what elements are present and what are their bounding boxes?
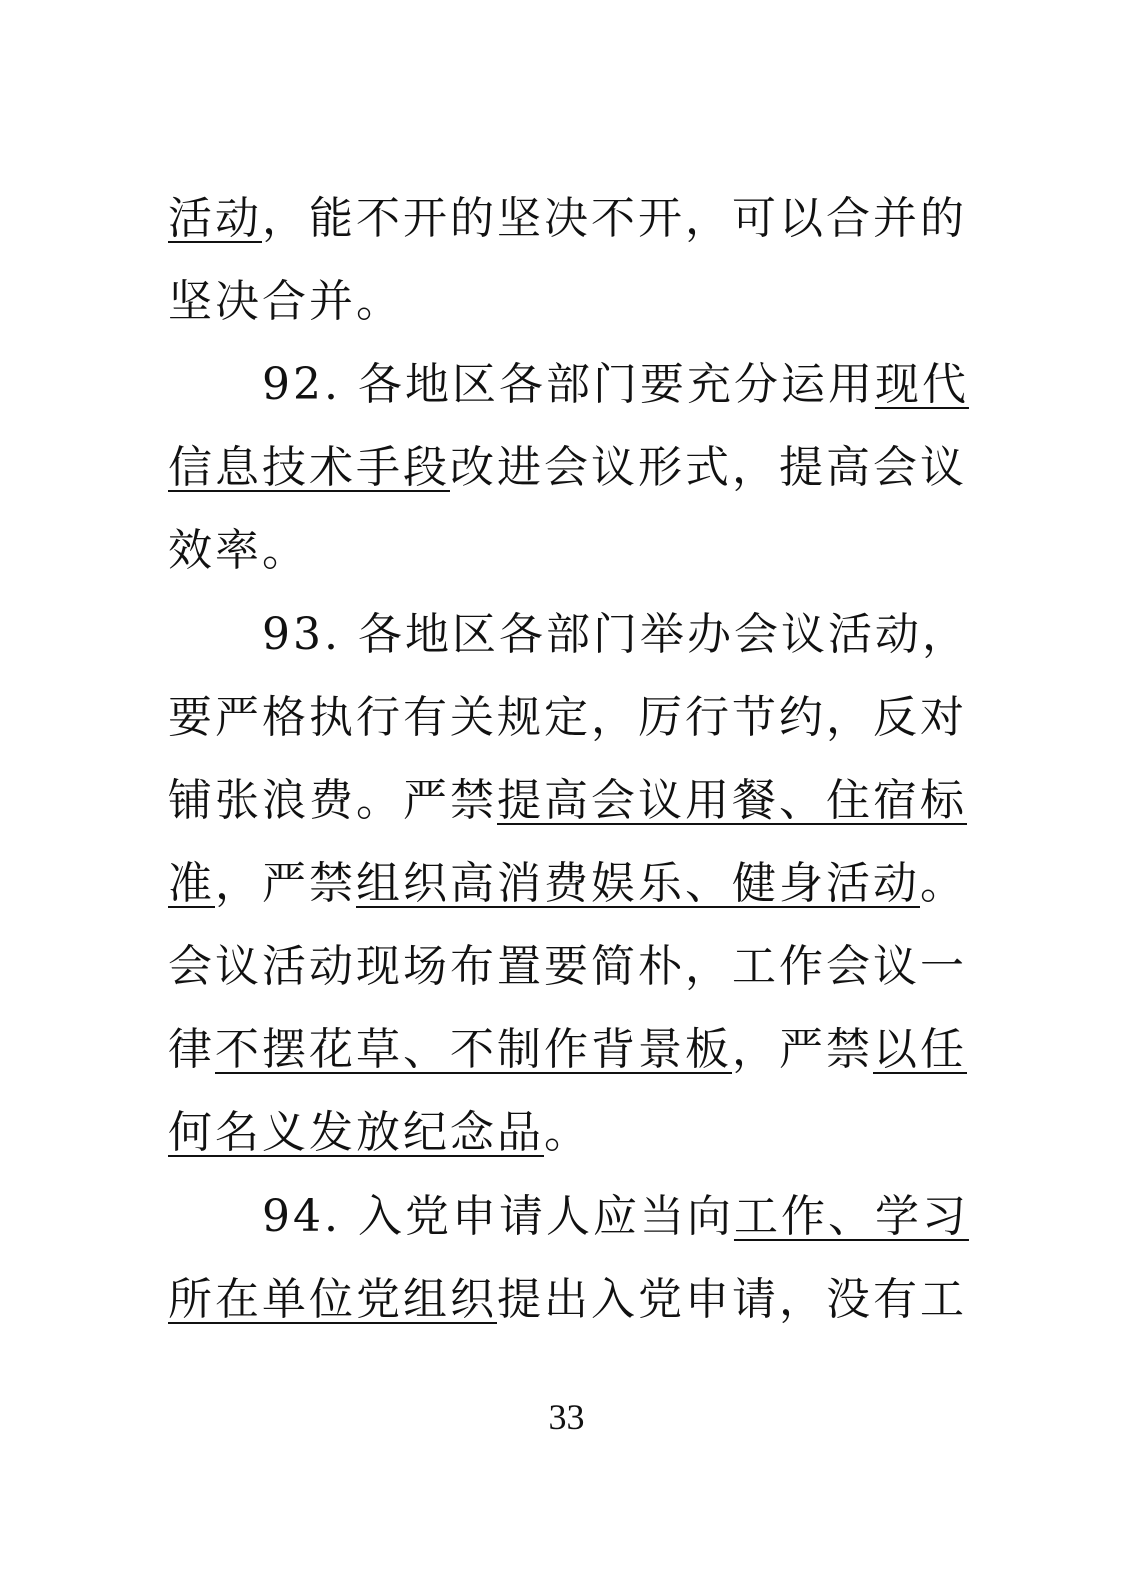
text-line-13 <box>262 1182 969 1252</box>
text-line-1 <box>168 184 967 254</box>
underlined-text: 提高会议用餐、住宿标 <box>497 775 967 826</box>
text-line-10 <box>168 932 967 1002</box>
text-segment: 。 <box>920 858 967 909</box>
text-line-9 <box>168 849 967 919</box>
text-segment: 。 <box>544 1107 591 1158</box>
text-segment: 坚决合并。 <box>168 276 403 327</box>
underlined-text: 不摆花草、不制作背景板 <box>215 1024 732 1075</box>
text-line-11 <box>168 1015 967 1085</box>
text-line-2 <box>168 267 953 337</box>
text-line-6 <box>262 600 969 670</box>
text-segment: 律 <box>168 1024 215 1075</box>
text-segment: 铺张浪费。严禁 <box>168 775 497 826</box>
text-segment: ，能不开的坚决不开，可以合并的 <box>262 193 967 244</box>
text-segment: 提出入党申请，没有工 <box>497 1274 967 1325</box>
underlined-text: 现代 <box>874 359 969 410</box>
text-line-4 <box>168 433 967 503</box>
text-line-14 <box>168 1265 967 1335</box>
text-segment: 改进会议形式，提高会议 <box>450 442 967 493</box>
text-segment: 要严格执行有关规定，厉行节约，反对 <box>168 692 967 743</box>
underlined-text: 准 <box>168 858 215 909</box>
text-line-12 <box>168 1098 953 1168</box>
underlined-text: 何名义发放纪念品 <box>168 1107 544 1158</box>
underlined-text: 工作、学习 <box>733 1191 969 1242</box>
text-line-8 <box>168 766 967 836</box>
text-line-3 <box>262 350 969 420</box>
text-segment: ，严禁 <box>215 858 356 909</box>
text-line-5 <box>168 516 953 586</box>
underlined-text: 以任 <box>873 1024 967 1075</box>
text-segment: 92. 各地区各部门要充分运用 <box>262 359 875 410</box>
underlined-text: 所在单位党组织 <box>168 1274 497 1325</box>
text-line-7 <box>168 683 967 753</box>
text-segment: 效率。 <box>168 525 309 576</box>
underlined-text: 活动 <box>168 193 262 244</box>
text-segment: 94. 入党申请人应当向 <box>262 1191 734 1242</box>
text-segment: 会议活动现场布置要简朴，工作会议一 <box>168 941 967 992</box>
underlined-text: 信息技术手段 <box>168 442 450 493</box>
text-segment: 93. 各地区各部门举办会议活动， <box>262 609 969 660</box>
text-segment: ，严禁 <box>732 1024 873 1075</box>
page-number: 33 <box>548 1397 585 1437</box>
underlined-text: 组织高消费娱乐、健身活动 <box>356 858 920 909</box>
